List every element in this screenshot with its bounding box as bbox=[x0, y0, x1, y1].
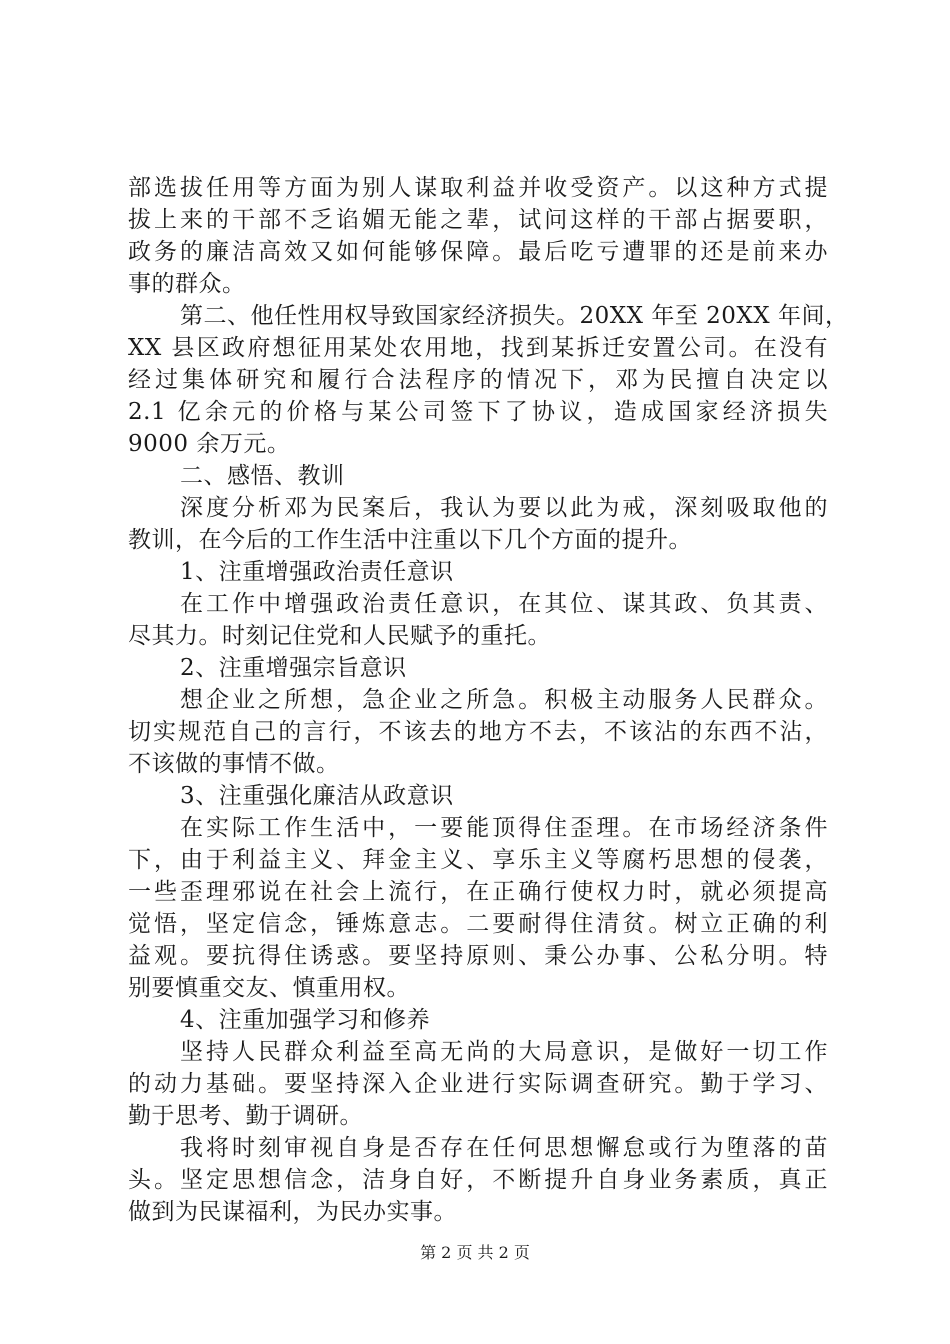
text-line: 勤于思考、勤于调研。 bbox=[128, 1103, 363, 1129]
page-footer bbox=[0, 1243, 950, 1263]
text-line: XX 县区政府想征用某处农用地，找到某拆迁安置公司。在没有 bbox=[128, 335, 828, 361]
text-line: 部选拔任用等方面为别人谋取利益并收受资产。以这种方式提 bbox=[128, 175, 828, 201]
text-line: 9000 余万元。 bbox=[128, 431, 291, 457]
text-line: 教训，在今后的工作生活中注重以下几个方面的提升。 bbox=[128, 527, 692, 553]
text-line: 别要慎重交友、慎重用权。 bbox=[128, 975, 410, 1001]
section-heading: 二、感悟、教训 bbox=[180, 463, 345, 489]
text-line: 做到为民谋福利，为民办实事。 bbox=[128, 1199, 457, 1225]
text-line: 一些歪理邪说在社会上流行，在正确行使权力时，就必须提高 bbox=[128, 879, 828, 905]
text-line: 的动力基础。要坚持深入企业进行实际调查研究。勤于学习、 bbox=[128, 1071, 828, 1097]
subsection-heading: 2、注重增强宗旨意识 bbox=[180, 655, 407, 681]
text-line: 第二、他任性用权导致国家经济损失。20XX 年至 20XX 年间， bbox=[180, 303, 849, 329]
page-number: 第 2 页 共 2 页 bbox=[420, 1243, 530, 1262]
subsection-heading: 3、注重强化廉洁从政意识 bbox=[180, 783, 454, 809]
text-line: 政务的廉洁高效又如何能够保障。最后吃亏遭罪的还是前来办 bbox=[128, 239, 828, 265]
text-line: 切实规范自己的言行，不该去的地方不去，不该沾的东西不沾， bbox=[128, 719, 828, 745]
text-line: 头。坚定思想信念，洁身自好，不断提升自身业务素质，真正 bbox=[128, 1167, 828, 1193]
document-body bbox=[128, 172, 849, 1228]
text-line: 在实际工作生活中，一要能顶得住歪理。在市场经济条件 bbox=[180, 815, 828, 841]
subsection-heading: 4、注重加强学习和修养 bbox=[180, 1007, 431, 1033]
subsection-heading: 1、注重增强政治责任意识 bbox=[180, 559, 454, 585]
text-line: 觉悟，坚定信念，锤炼意志。二要耐得住清贫。树立正确的利 bbox=[128, 911, 828, 937]
text-line: 2.1 亿余元的价格与某公司签下了协议，造成国家经济损失 bbox=[128, 399, 828, 425]
text-line: 经过集体研究和履行合法程序的情况下，邓为民擅自决定以 bbox=[128, 367, 828, 393]
text-line: 在工作中增强政治责任意识，在其位、谋其政、负其责、 bbox=[180, 591, 828, 617]
text-line: 想企业之所想，急企业之所急。积极主动服务人民群众。 bbox=[180, 687, 828, 713]
text-line: 坚持人民群众利益至高无尚的大局意识，是做好一切工作 bbox=[180, 1039, 828, 1065]
text-line: 拔上来的干部不乏谄媚无能之辈，试问这样的干部占据要职， bbox=[128, 207, 828, 233]
text-line: 下，由于利益主义、拜金主义、享乐主义等腐朽思想的侵袭， bbox=[128, 847, 828, 873]
text-line: 尽其力。时刻记住党和人民赋予的重托。 bbox=[128, 623, 551, 649]
text-line: 深度分析邓为民案后，我认为要以此为戒，深刻吸取他的 bbox=[180, 495, 828, 521]
text-line: 不该做的事情不做。 bbox=[128, 751, 340, 777]
text-line: 事的群众。 bbox=[128, 271, 246, 297]
text-line: 我将时刻审视自身是否存在任何思想懈怠或行为堕落的苗 bbox=[180, 1135, 828, 1161]
text-line: 益观。要抗得住诱惑。要坚持原则、秉公办事、公私分明。特 bbox=[128, 943, 828, 969]
